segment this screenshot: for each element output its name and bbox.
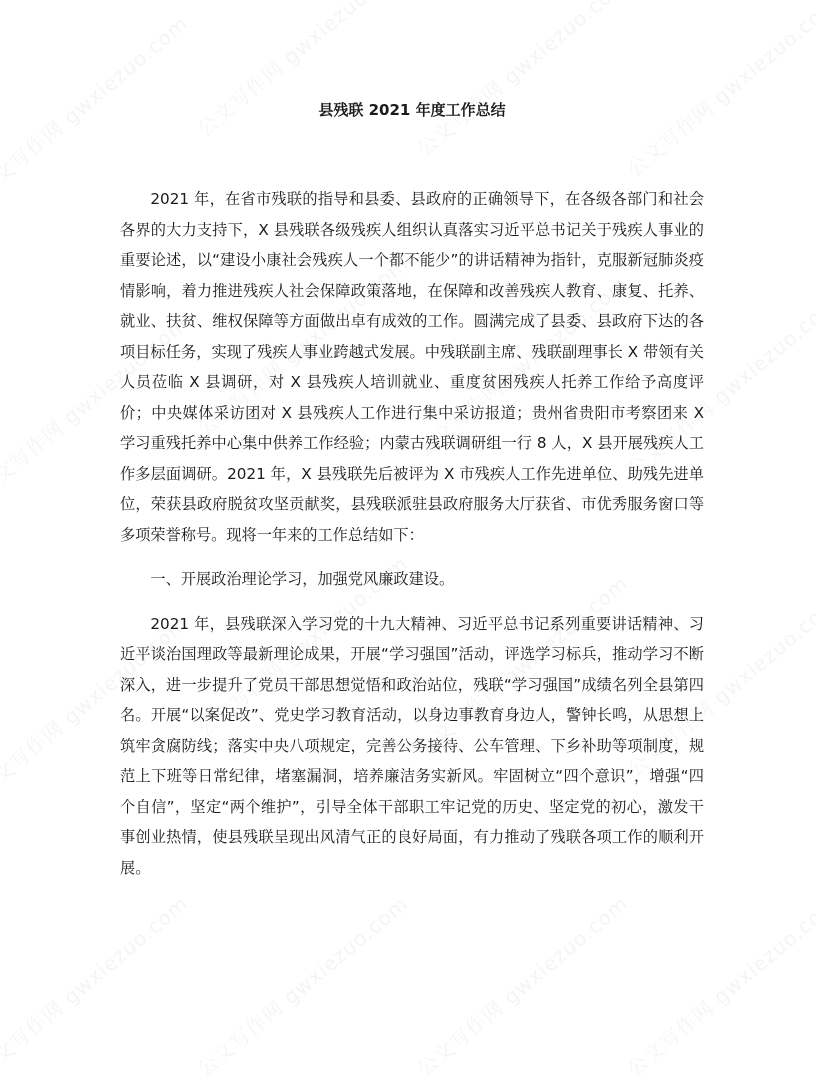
- document-page: [120, 96, 704, 897]
- watermark-text: [0, 888, 193, 1082]
- watermark-text: [620, 888, 816, 1082]
- section-heading: 一、开展政治理论学习，加强党风廉政建设。: [150, 570, 455, 588]
- intro-paragraph: 2021 年，在省市残联的指导和县委、县政府的正确领导下，在各级各部门和社会各界的大力支持下，X 县残联各级残疾人组织认真落实习近平总书记关于残疾人事业的重要论述，以“建设小康社会残疾人一个都不能少”的讲话精神为指针，克服新冠肺炎疫情影响，着力推进残疾人社会保障政策落地，在保障和改善残疾人教育、康复、托养、就业、扶贫、维权保障等方面做出卓有成效的工作。圆满完成了县委、县政府下达的各项目标任务，实现了残疾人事业跨越式发展。中残联副主席、残联副理事长 X 带领有关人员莅临 X 县调研，对 X 县残疾人培训就业、重度贫困残疾人托养工作给予高度评价；中央媒体采访团对 X 县残疾人工作进行集中采访报道；贵州省贵阳市考察团来 X 学习重残托养中心集中供养工作经验；内蒙古残联调研组一行 8 人，X 县开展残疾人工作多层面调研。2021 年，X 县残联先后被评为 X 市残疾人工作先进单位、助残先进单位，荣获县政府脱贫攻坚贡献奖，县残联派驻县政府服务大厅获省、市优秀服务窗口等多项荣誉称号。现将一年来的工作总结如下：: [120, 190, 704, 544]
- watermark-text: [190, 888, 413, 1082]
- watermark-text: [410, 888, 633, 1082]
- section-paragraph: 2021 年，县残联深入学习党的十九大精神、习近平总书记系列重要讲话精神、习近平谈治国理政等最新理论成果，开展“学习强国”活动，评选学习标兵，推动学习不断深入，进一步提升了党员干部思想觉悟和政治站位，残联“学习强国”成绩名列全县第四名。开展“以案促改”、党史学习教育活动，以身边事教育身边人，警钟长鸣，从思想上筑牢贪腐防线；落实中央八项规定，完善公务接待、公车管理、下乡补助等项制度，规范上下班等日常纪律，堵塞漏洞，培养廉洁务实新风。牢固树立“四个意识”，增强“四个自信”，坚定“两个维护”，引导全体干部职工牢记党的历史、坚定党的初心，激发干事创业热情，使县残联呈现出风清气正的良好局面，有力推动了残联各项工作的顺利开展。: [120, 614, 704, 877]
- document-title: 县残联 2021 年度工作总结: [318, 101, 506, 119]
